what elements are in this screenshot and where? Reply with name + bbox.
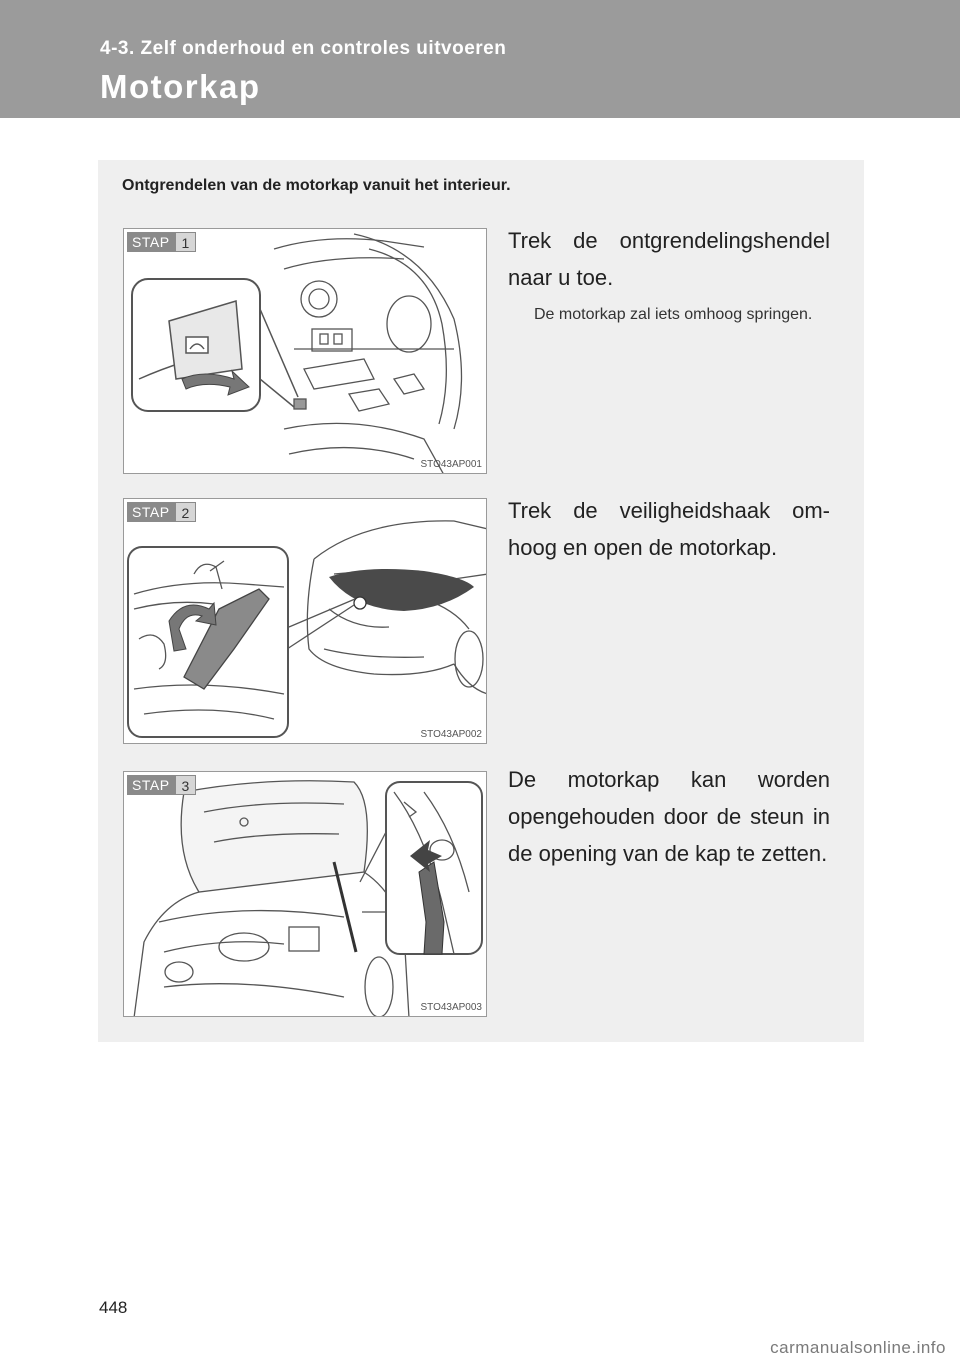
- step-3-illustration: [123, 771, 487, 1017]
- step-3-instruction: De motorkap kan worden opengehouden door de steun in de opening van de kap te zetten.: [508, 767, 830, 866]
- procedure-intro: Ontgrendelen van de motorkap vanuit het interieur.: [122, 177, 511, 194]
- step-1-illustration: [123, 228, 487, 474]
- step-2-badge: [127, 502, 196, 522]
- figure-code: STO43AP003: [420, 1002, 482, 1013]
- watermark: carmanualsonline.info: [770, 1338, 946, 1357]
- step-number: 1: [175, 232, 197, 252]
- section-title: 4-3. Zelf onderhoud en controles uitvoeren: [100, 38, 507, 59]
- step-label: STAP: [127, 502, 175, 522]
- page-title: Motorkap: [100, 68, 261, 105]
- step-3-badge: [127, 775, 196, 795]
- step-number: 2: [175, 502, 197, 522]
- step-label: STAP: [127, 232, 175, 252]
- step-label: STAP: [127, 775, 175, 795]
- figure-code: STO43AP002: [420, 729, 482, 740]
- chapter-header: [0, 0, 960, 118]
- dashboard-release-lever-drawing: [124, 229, 487, 474]
- step-number: 3: [175, 775, 197, 795]
- step-1-badge: [127, 232, 196, 252]
- step-2-illustration: [123, 498, 487, 744]
- hood-safety-catch-drawing: [124, 499, 487, 744]
- page-number: 448: [99, 1298, 128, 1317]
- figure-code: STO43AP001: [420, 459, 482, 470]
- hood-support-rod-drawing: [124, 772, 487, 1017]
- step-1-instruction: Trek de ontgrendelingshendel naar u toe.: [508, 228, 830, 290]
- step-1-note: De motorkap zal iets omhoog springen.: [534, 306, 813, 323]
- step-2-instruction: Trek de veiligheidshaak om-hoog en open de motorkap.: [508, 498, 830, 560]
